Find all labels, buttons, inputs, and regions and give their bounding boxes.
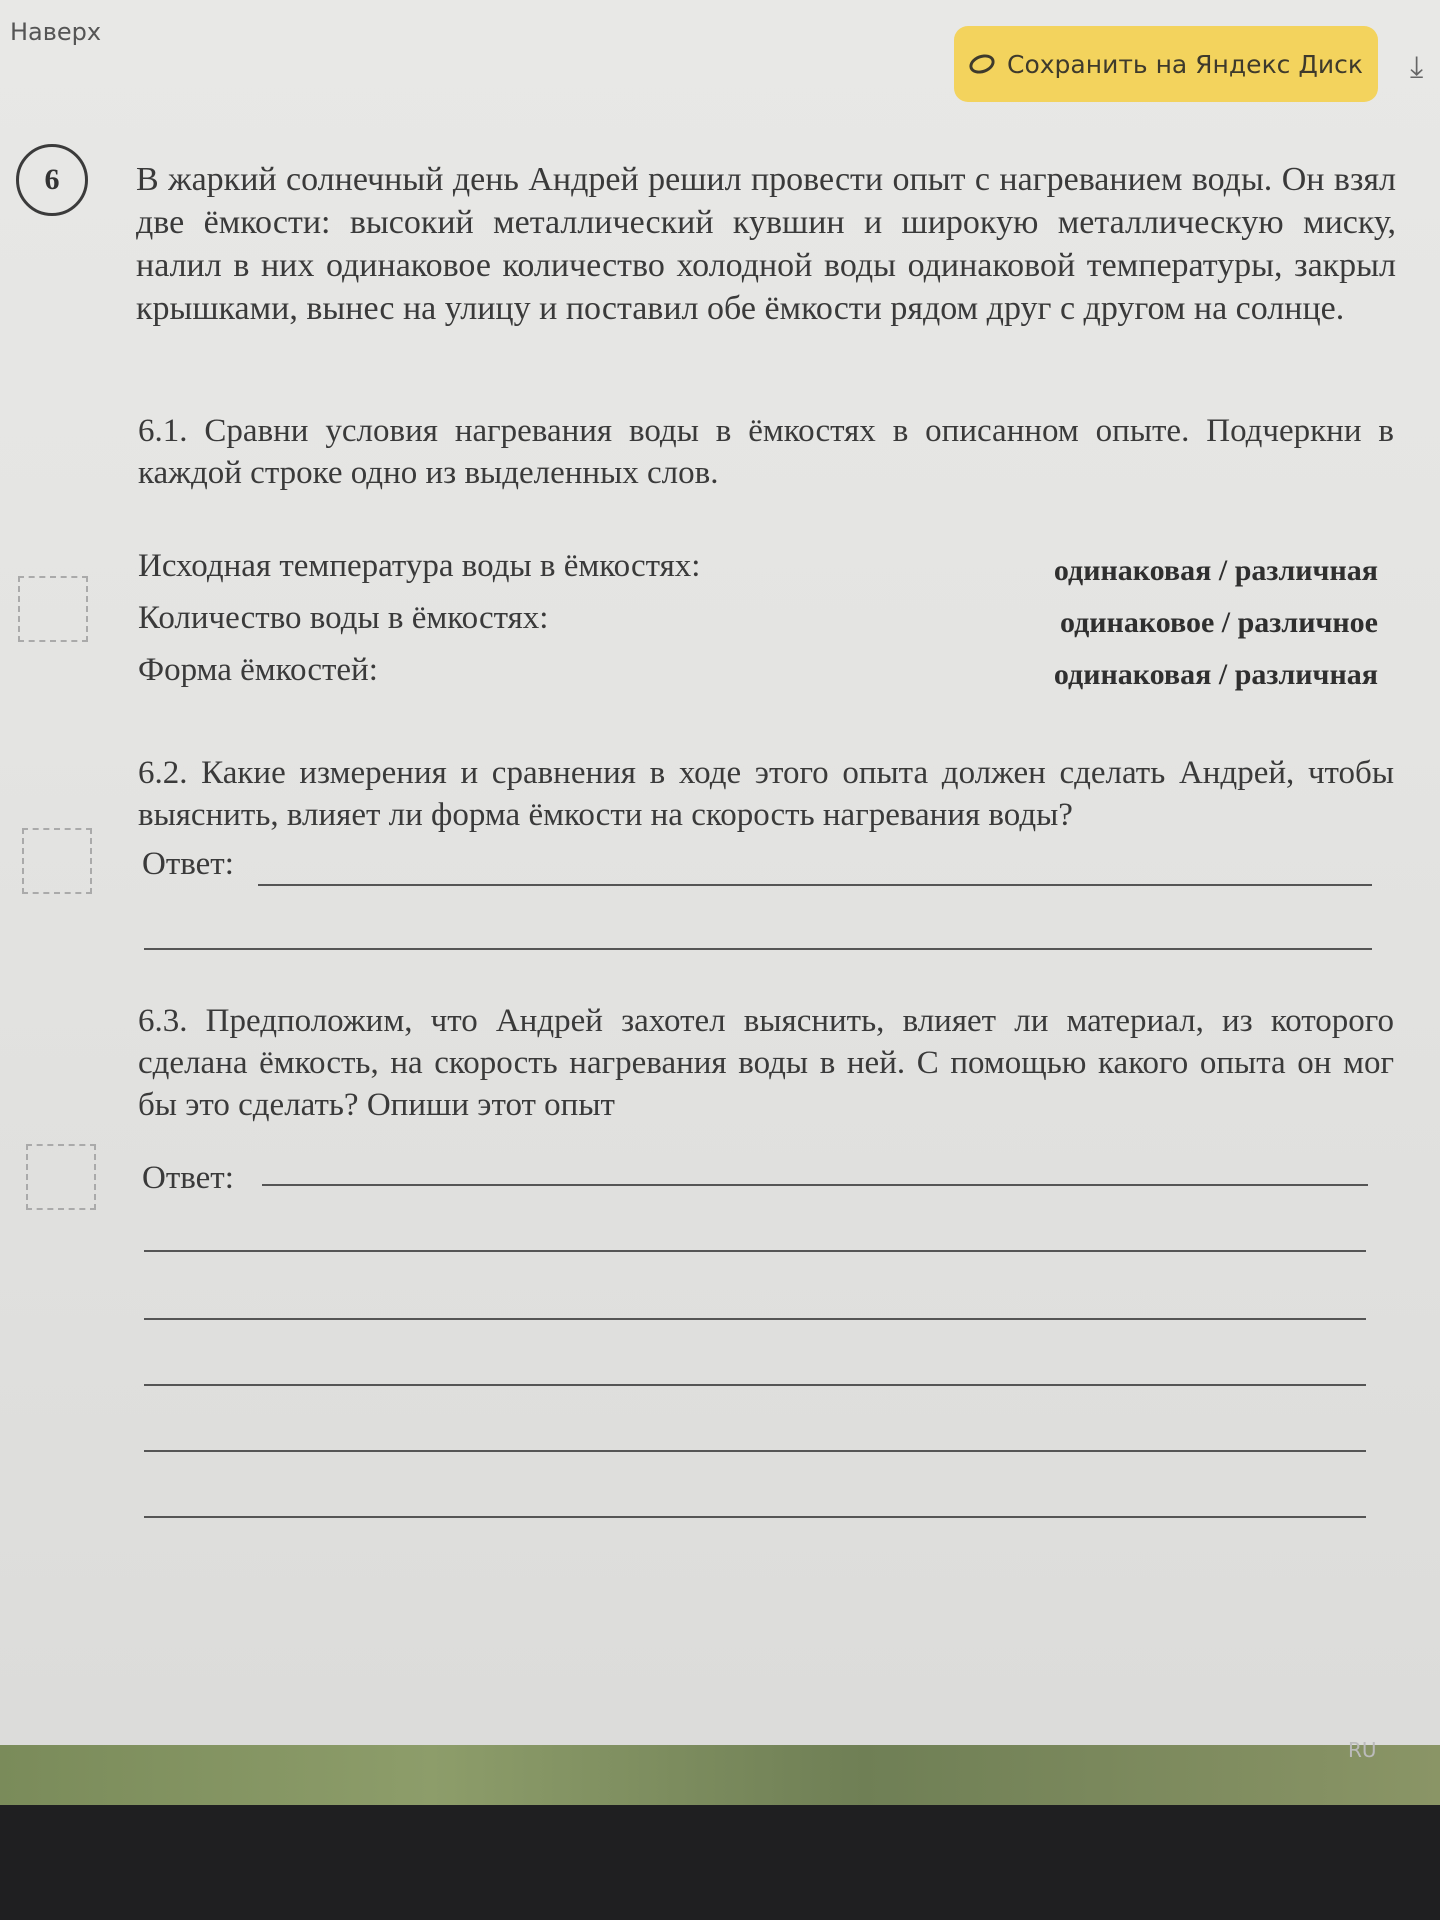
score-box-6-3 — [26, 1144, 96, 1210]
language-indicator[interactable]: RU — [1348, 1738, 1377, 1762]
condition-row — [138, 548, 1378, 594]
save-to-yandex-disk-button[interactable] — [954, 26, 1378, 102]
answer-line — [144, 948, 1372, 950]
question-6-1-text: 6.1. Сравни условия нагревания воды в ёмкостях в описанном опыте. Подчеркни в каждой строке одно из выделенных слов. — [138, 413, 1394, 491]
answer-line — [144, 1384, 1366, 1386]
answer-line — [258, 884, 1372, 886]
condition-label: Исходная температура воды в ёмкостях: — [138, 548, 701, 584]
condition-row — [138, 652, 1378, 698]
condition-options: одинаковая / различная — [1053, 554, 1378, 587]
condition-label: Форма ёмкостей: — [138, 652, 378, 688]
answer-line — [144, 1318, 1366, 1320]
answer-label-6-2: Ответ: — [142, 846, 234, 882]
save-button-label: Сохранить на Яндекс Диск — [1007, 49, 1363, 79]
answer-line — [144, 1250, 1366, 1252]
top-bar — [0, 0, 1440, 96]
answer-line — [144, 1450, 1366, 1452]
score-box-6-1 — [18, 576, 88, 642]
answer-label-6-3: Ответ: — [142, 1160, 234, 1196]
condition-label: Количество воды в ёмкостях: — [138, 600, 549, 636]
taskbar — [0, 1745, 1440, 1805]
back-to-top-link[interactable]: Наверх — [10, 18, 102, 46]
task-number-badge: 6 — [16, 144, 88, 216]
question-6-3-text: 6.3. Предположим, что Андрей захотел выяснить, влияет ли материал, из которого сделана ёмкость, на скорость нагревания воды в ней. С помощью какого опыта он мог бы это сделать? Опиши этот опыт — [138, 1003, 1394, 1123]
answer-line — [262, 1184, 1368, 1186]
condition-options: одинаковое / различное — [1059, 606, 1378, 639]
task-intro-text: В жаркий солнечный день Андрей решил провести опыт с нагреванием воды. Он взял две ёмкости: высокий металлический кувшин и широкую металлическую миску, налил в них одинаковое количество холодной воды одинаковой температуры, закрыл крышками, вынес на улицу и поставил обе ёмкости рядом друг с другом на солнце. — [136, 161, 1396, 327]
question-6-2-text: 6.2. Какие измерения и сравнения в ходе этого опыта должен сделать Андрей, чтобы выяснить, влияет ли форма ёмкости на скорость нагревания воды? — [138, 755, 1394, 833]
condition-options: одинаковая / различная — [1053, 658, 1378, 691]
yandex-disk-icon — [967, 51, 998, 77]
score-box-6-2 — [22, 828, 92, 894]
answer-line — [144, 1516, 1366, 1518]
condition-row — [138, 600, 1378, 646]
download-icon[interactable]: ⤓ — [1410, 50, 1424, 85]
